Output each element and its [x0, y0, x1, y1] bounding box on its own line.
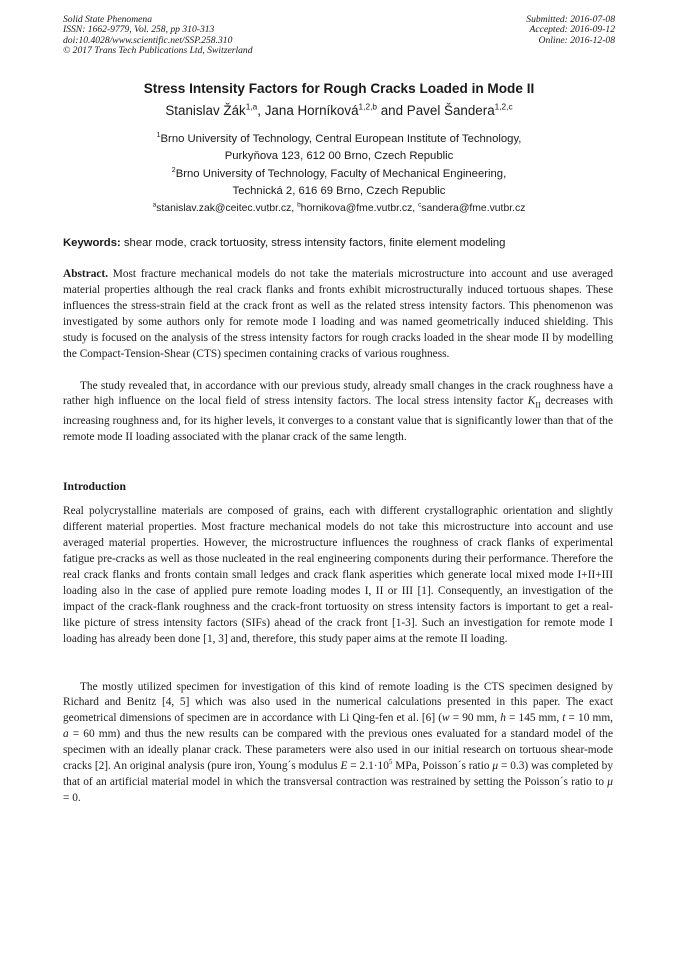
issn: ISSN: 1662-9779, Vol. 258, pp 310-313 [63, 24, 215, 36]
keywords [63, 237, 623, 249]
dimension-value: = 145 mm, [505, 712, 563, 725]
affiliation-mark: 1 [156, 132, 161, 140]
author-separator: , [257, 103, 265, 118]
author-conjunction: and [377, 103, 407, 118]
copyright: © 2017 Trans Tech Publications Ltd, Switzerland [63, 45, 253, 57]
dimension-value: = 90 mm, [449, 712, 501, 725]
author-emails [0, 203, 678, 214]
author-name: Pavel Šandera [406, 103, 495, 118]
accepted-date: Accepted: 2016-09-12 [529, 24, 615, 36]
keywords-text: shear mode, crack tortuosity, stress intensity factors, finite element modeling [120, 237, 506, 249]
affiliation-line: Technická 2, 616 69 Brno, Czech Republic [232, 184, 446, 197]
email-address: sandera@fme.vutbr.cz [421, 203, 526, 214]
math-symbol: a [63, 728, 69, 741]
abstract-label: Abstract. [63, 268, 109, 280]
intro-text: ) was completed by that of an artificial material model in which the transversal contraction was restrained by setting the Poisson´s ratio to [63, 760, 614, 789]
abstract-text: The study revealed that, in accordance with our previous study, already small changes in the crack roughness have a rather high influence on the local field of stress intensity factors. The local stress intensity factor [63, 379, 613, 408]
paper-title: Stress Intensity Factors for Rough Cracks Loaded in Mode II [143, 81, 535, 96]
author-name: Jana Horníková [264, 103, 359, 118]
dimension-value: = 10 mm, [565, 712, 613, 725]
dimension-value: = 60 mm [68, 728, 117, 741]
math-symbol: K [527, 395, 536, 408]
author-affil-mark: 1,2,b [358, 101, 377, 112]
journal-info [63, 15, 253, 57]
affiliation-mark: 2 [171, 167, 176, 175]
math-subscript: II [535, 400, 541, 410]
math-value: = 0. [63, 792, 81, 805]
email-mark: b [297, 201, 301, 209]
author-affil-mark: 1,2,c [494, 101, 513, 112]
email-address: stanislav.zak@ceitec.vutbr.cz, [156, 203, 298, 214]
intro-text: MPa, Poisson´s ratio [392, 760, 493, 773]
math-value: = 0.3 [498, 760, 525, 773]
math-value: = 2.1·10 [347, 760, 389, 773]
email-mark: c [418, 201, 422, 209]
abstract-paragraph [63, 379, 613, 446]
keywords-label: Keywords: [63, 237, 121, 249]
intro-text: ) and thus the new results can be compared with the previous ones evaluated for a standard model of the specimen with an ideally planar crack. These parameters were also used in our initial research on tortuous shear-mode cracks [2]. An original analysis (pure iron, Young´s modulus [63, 728, 613, 773]
submitted-date: Submitted: 2016-07-08 [526, 14, 615, 25]
math-symbol: h [500, 712, 506, 725]
intro-text: Real polycrystalline materials are composed of grains, each with different crystallographic orientation and slightly different material properties. Most fracture mechanical models do not take this microstructure into account and use averaged material properties. However, the microstructure influences the roughness of crack flanks of experimental fatigue pre-cracks as well as those nucleated in the real engineering components during their performance. Therefore the real crack flanks and fronts contain small ledges and crack flank asperities which generate local mixed mode I+II+III loading also in the case of applied pure remote loading modes I, II or III [1]. Consequently, an investigation of the impact of the crack-flank roughness and the crack-front tortuosity on stress intensity factors is important to get a real-like picture of stress intensity factors (SIFs) ahead of the crack front [1-3]. Such an investigation for remote mode I loading has already been done [1, 3] and, therefore, this study paper aims at the remote II loading. [63, 505, 613, 645]
email-address: hornikova@fme.vutbr.cz, [300, 203, 419, 214]
math-exponent: 5 [388, 758, 393, 767]
doi: doi:10.4028/www.scientific.net/SSP.258.310 [63, 34, 233, 46]
affiliation-line: Brno University of Technology, Faculty of Mechanical Engineering, [175, 168, 507, 180]
affiliation-2 [0, 166, 678, 199]
author-affil-mark: 1,a [245, 101, 258, 112]
publication-dates [526, 15, 615, 46]
author-name: Stanislav Žák [165, 103, 246, 118]
affiliation-1 [0, 131, 678, 164]
math-symbol: E [340, 760, 348, 773]
intro-text: The mostly utilized specimen for investigation of this kind of remote loading is the CTS specimen designed by Richard and Benitz [4, 5] which was also used in the numerical calculations presented in this paper. The exact geometrical dimensions of specimen are in accordance with Li Qing-fen et al. [6] ( [63, 680, 613, 725]
intro-paragraph [63, 680, 613, 808]
journal-name: Solid State Phenomena [63, 14, 152, 25]
abstract-paragraph [63, 267, 613, 363]
affiliation-line: Brno University of Technology, Central European Institute of Technology, [160, 133, 522, 145]
abstract-text: decreases with increasing roughness and, for its higher levels, it converges to a constant value that is significantly lower than that of the remote mode II loading associated with the planar crack of the same length. [63, 395, 614, 443]
math-symbol: w [442, 712, 450, 725]
affiliation-line: Purkyňova 123, 612 00 Brno, Czech Republic [224, 149, 454, 162]
abstract-text: Most fracture mechanical models do not take the materials microstructure into account and use averaged material properties although the real crack flanks and fronts exhibit microstructurally induced tortuous shapes. These influences the stress-strain field at the crack front as well as the related stress intensity factors. This phenomenon was investigated by some authors only for remote mode I loading and was named geometrically induced shielding. This study is focused on the analysis of the stress intensity factors for rough cracks loaded in the shear mode II by modelling the Compact-Tension-Shear (CTS) specimen containing cracks of various roughness. [63, 268, 613, 360]
math-symbol: t [562, 712, 566, 725]
author-list [0, 103, 678, 118]
section-heading: Introduction [63, 480, 126, 493]
math-symbol: μ [607, 776, 613, 789]
online-date: Online: 2016-12-08 [538, 34, 615, 46]
email-mark: a [152, 201, 157, 209]
intro-paragraph [63, 504, 613, 648]
math-symbol: μ [492, 760, 499, 773]
